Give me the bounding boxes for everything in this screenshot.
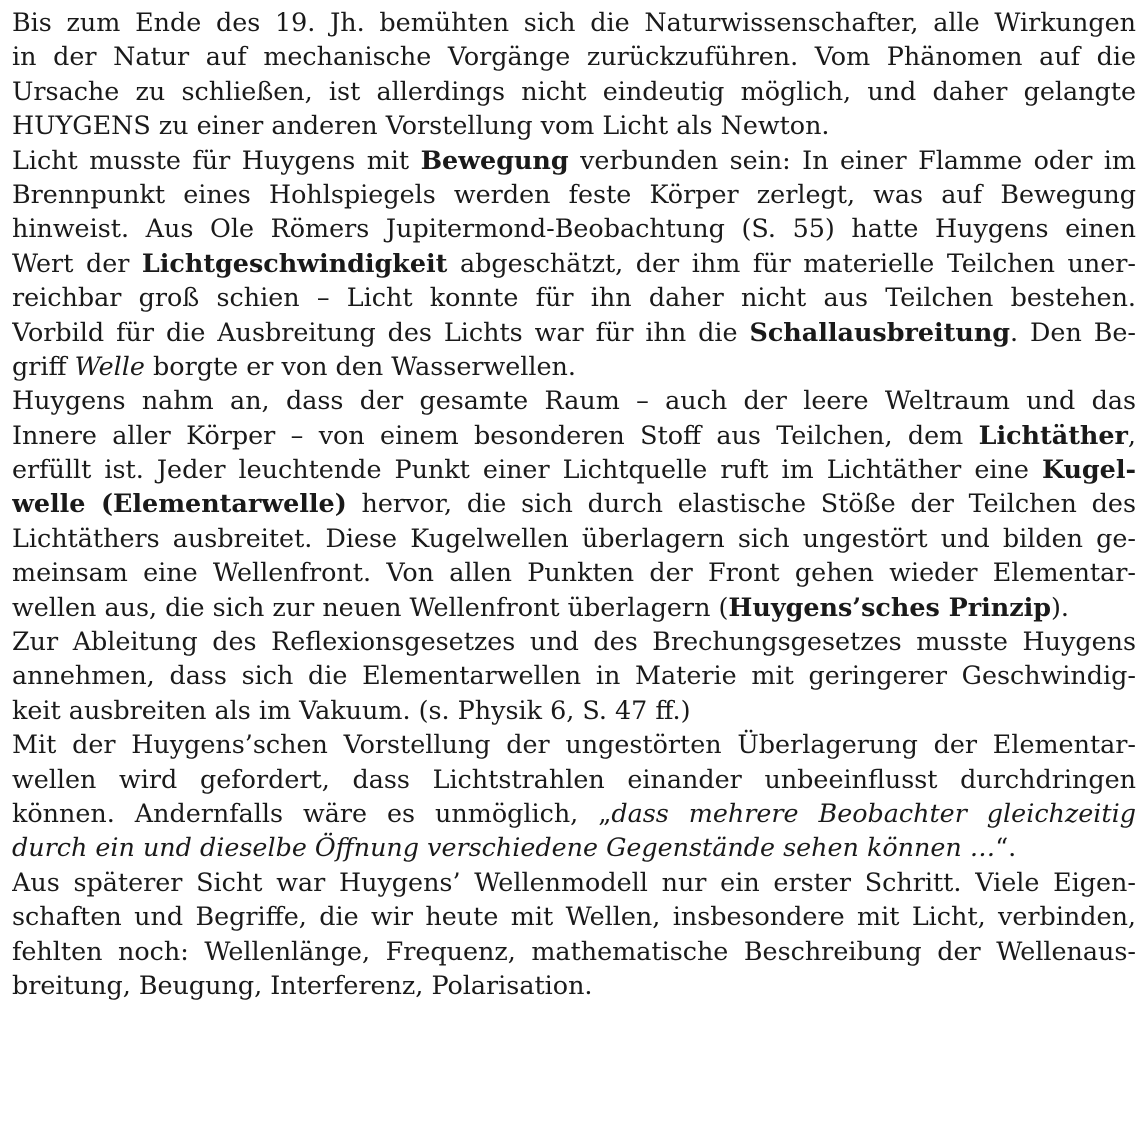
text-line: reichbar groß schien – Licht konnte für ihn daher nicht aus Teilchen bestehen. [12,282,1136,313]
term-kugelwelle-part2: welle (Elementarwelle) [12,488,347,519]
paragraph-ueberlagerung [12,727,1136,865]
term-huygens-prinzip: Huygens’sches Prinzip [728,591,1052,622]
quote-part1: dass mehrere Beobachter gleichzeitig [611,797,1136,828]
text-line: breitung, Beugung, Interferenz, Polarisation. [12,969,593,1000]
text-line: meinsam eine Wellenfront. Von allen Punkten der Front gehen wieder Elementar- [12,557,1136,588]
text-line: welle (Elementarwelle) hervor, die sich durch elastische Stöße der Teilchen des [12,488,1136,519]
paragraph-intro [12,5,1136,143]
text-line: wellen aus, die sich zur neuen Wellenfront überlagern (Huygens’sches Prinzip). [12,591,1069,622]
paragraph-lichtaether [12,383,1136,624]
quote-part2: durch ein und dieselbe Öffnung verschiedene Gegenstände sehen können … [12,832,996,863]
paragraph-reflexion [12,624,1136,727]
text-line: wellen wird gefordert, dass Lichtstrahlen einander unbeeinflusst durchdringen [12,763,1136,794]
term-lichtaether: Lichtäther [978,419,1128,450]
text-line: HUYGENS zu einer anderen Vorstellung vom Licht als Newton. [12,110,830,141]
text-line: in der Natur auf mechanische Vorgänge zurückzuführen. Vom Phänomen auf die [12,41,1136,72]
term-kugelwelle-part1: Kugel- [1041,454,1136,485]
text-line: Ursache zu schließen, ist allerdings nicht eindeutig möglich, und daher gelangte [12,75,1136,106]
text-line: Wert der Lichtgeschwindigkeit abgeschätzt, der ihm für materielle Teilchen uner- [12,247,1136,278]
term-schallausbreitung: Schallausbreitung [749,316,1011,347]
text-line: griff Welle borgte er von den Wasserwellen. [12,350,576,381]
text-line: Zur Ableitung des Reflexionsgesetzes und des Brechungsgesetzes musste Huygens [12,626,1136,657]
text-line: können. Andernfalls wäre es unmöglich, „dass mehrere Beobachter gleichzeitig [12,797,1136,828]
text-line: durch ein und dieselbe Öffnung verschiedene Gegenstände sehen können …“. [12,832,1017,863]
paragraph-spaetere-sicht [12,865,1136,1003]
term-welle: Welle [74,350,145,381]
text-line: keit ausbreiten als im Vakuum. (s. Physik 6, S. 47 ff.) [12,694,691,725]
term-lichtgeschwindigkeit: Lichtgeschwindigkeit [141,247,448,278]
document-page [12,5,1136,1002]
text-line: annehmen, dass sich die Elementarwellen in Materie mit geringerer Geschwindig- [12,660,1136,691]
text-line: Innere aller Körper – von einem besonderen Stoff aus Teilchen, dem Lichtäther, [12,419,1136,450]
text-line: Lichtäthers ausbreitet. Diese Kugelwellen überlagern sich ungestört und bilden ge- [12,522,1136,553]
text-line: Vorbild für die Ausbreitung des Lichts war für ihn die Schallausbreitung. Den Be- [12,316,1136,347]
text-line: fehlten noch: Wellenlänge, Frequenz, mathematische Beschreibung der Wellenaus- [12,935,1136,966]
text-line: hinweist. Aus Ole Römers Jupitermond-Beobachtung (S. 55) hatte Huygens einen [12,213,1136,244]
term-bewegung: Bewegung [420,144,569,175]
paragraph-bewegung [12,143,1136,384]
text-line: Licht musste für Huygens mit Bewegung verbunden sein: In einer Flamme oder im [12,144,1136,175]
text-line: Huygens nahm an, dass der gesamte Raum – auch der leere Weltraum und das [12,385,1136,416]
text-line: Aus späterer Sicht war Huygens’ Wellenmodell nur ein erster Schritt. Viele Eigen- [12,866,1136,897]
text-line: schaften und Begriffe, die wir heute mit Wellen, insbesondere mit Licht, verbinden, [12,901,1136,932]
text-line: Brennpunkt eines Hohlspiegels werden feste Körper zerlegt, was auf Bewegung [12,178,1136,209]
text-line: Bis zum Ende des 19. Jh. bemühten sich die Naturwissenschafter, alle Wirkungen [12,7,1136,37]
text-line: erfüllt ist. Jeder leuchtende Punkt einer Lichtquelle ruft im Lichtäther eine Kugel- [12,454,1136,485]
text-line: Mit der Huygens’schen Vorstellung der ungestörten Überlagerung der Elementar- [12,729,1136,760]
